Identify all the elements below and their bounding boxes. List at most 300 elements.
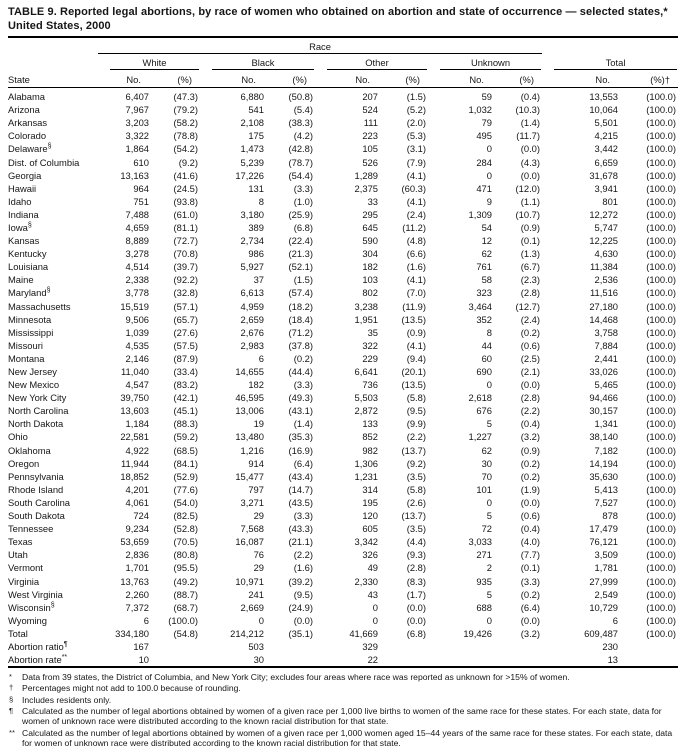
value-cell: (54.8) <box>173 627 198 639</box>
value-cell: 6,659 <box>594 156 619 168</box>
table-row <box>8 417 678 430</box>
column-group-row <box>8 54 678 71</box>
table-row <box>8 522 678 535</box>
value-cell: (18.4) <box>288 313 313 325</box>
state-cell: Ohio <box>8 431 28 443</box>
value-cell: (0.2) <box>293 352 313 364</box>
state-cell: Abortion ratio¶ <box>8 640 68 652</box>
value-cell: 0 <box>258 614 264 626</box>
value-cell: 5,927 <box>240 261 264 273</box>
value-cell: (100.0) <box>646 339 677 351</box>
state-cell: Louisiana <box>8 261 49 273</box>
value-cell: (38.3) <box>288 117 313 129</box>
value-cell: (11.7) <box>516 130 541 142</box>
value-cell: (21.3) <box>288 248 313 260</box>
value-cell: 3,238 <box>354 300 378 312</box>
state-cell: Hawaii <box>8 182 37 194</box>
table-row <box>8 404 678 417</box>
value-cell: (16.9) <box>288 444 313 456</box>
unknown-no-header: No. <box>428 70 496 88</box>
value-cell: 27,999 <box>589 575 619 587</box>
table-row <box>8 509 678 522</box>
value-cell: 10,971 <box>235 575 264 587</box>
value-cell: (0.9) <box>520 221 541 233</box>
table-row <box>8 103 678 116</box>
table-row <box>8 313 678 326</box>
value-cell: 230 <box>602 640 619 652</box>
value-cell: (65.7) <box>173 313 198 325</box>
value-cell: 590 <box>362 235 378 247</box>
value-cell: 19 <box>253 418 264 430</box>
value-cell: (2.2) <box>406 431 426 443</box>
value-cell: 1,309 <box>468 208 492 220</box>
value-cell: 1,701 <box>125 562 149 574</box>
table-row <box>8 640 678 653</box>
state-cell: North Dakota <box>8 418 64 430</box>
table-header <box>8 39 678 88</box>
value-cell: (9.4) <box>406 352 426 364</box>
value-cell: 30,157 <box>589 405 619 417</box>
value-cell: (1.9) <box>520 483 541 495</box>
value-cell: 29 <box>253 562 264 574</box>
value-cell: 1,781 <box>594 562 619 574</box>
state-cell: Georgia <box>8 169 42 181</box>
state-cell: Texas <box>8 536 33 548</box>
value-cell: (100.0) <box>646 483 677 495</box>
value-cell: (100.0) <box>646 431 677 443</box>
value-cell: 70 <box>481 470 492 482</box>
value-cell: (6.7) <box>520 261 541 273</box>
value-cell: 609,487 <box>584 627 619 639</box>
value-cell: 133 <box>362 418 378 430</box>
value-cell: 120 <box>362 510 378 522</box>
value-cell: (100.0) <box>646 379 677 391</box>
value-cell: (100.0) <box>646 313 677 325</box>
value-cell: (57.1) <box>173 300 198 312</box>
value-cell: 3,203 <box>125 117 149 129</box>
value-cell: 13,163 <box>120 169 149 181</box>
value-cell: 3,442 <box>594 143 619 155</box>
value-cell: 6,613 <box>240 287 264 299</box>
value-cell: (21.1) <box>288 536 313 548</box>
value-cell: (13.7) <box>401 510 426 522</box>
sub-header-row <box>8 70 678 88</box>
table-row <box>8 116 678 129</box>
value-cell: (100.0) <box>646 523 677 535</box>
value-cell: (12.7) <box>515 300 541 312</box>
value-cell: 37 <box>253 274 264 286</box>
value-cell: 29 <box>253 510 264 522</box>
value-cell: (57.4) <box>288 287 313 299</box>
value-cell: 0 <box>486 496 492 508</box>
value-cell: (100.0) <box>646 117 677 129</box>
value-cell: (52.1) <box>288 261 313 273</box>
value-cell <box>268 653 315 667</box>
value-cell: (100.0) <box>646 130 677 142</box>
value-cell: (100.0) <box>646 549 677 561</box>
value-cell: 6 <box>143 614 149 626</box>
table-row <box>8 627 678 640</box>
value-cell: 761 <box>476 261 492 273</box>
value-cell: 7,527 <box>594 496 619 508</box>
value-cell: 295 <box>362 208 378 220</box>
state-column-header: State <box>8 70 98 88</box>
value-cell: (54.4) <box>288 169 313 181</box>
total-pct-header: (%)† <box>622 70 678 88</box>
value-cell: (49.2) <box>173 575 198 587</box>
value-cell: 2,330 <box>354 575 378 587</box>
value-cell: (4.1) <box>406 339 426 351</box>
value-cell: (24.5) <box>173 182 198 194</box>
table-row <box>8 601 678 614</box>
value-cell: (100.0) <box>646 91 677 103</box>
value-cell: (5.8) <box>406 483 426 495</box>
value-cell: 12,272 <box>589 208 619 220</box>
value-cell <box>622 640 678 653</box>
value-cell: (0.2) <box>520 470 541 482</box>
value-cell: 4,061 <box>125 496 149 508</box>
value-cell: (6.6) <box>406 248 426 260</box>
value-cell: (100.0) <box>646 444 677 456</box>
value-cell: 878 <box>602 510 619 522</box>
state-cell: Oklahoma <box>8 444 51 456</box>
state-cell: Pennsylvania <box>8 470 64 482</box>
table-row <box>8 614 678 627</box>
state-cell: Minnesota <box>8 313 52 325</box>
value-cell: (2.8) <box>406 562 426 574</box>
value-cell: 4,215 <box>594 130 619 142</box>
table-row <box>8 444 678 457</box>
column-group-other-label: Other <box>327 57 427 70</box>
value-cell: 13,480 <box>235 431 264 443</box>
value-cell: 13,553 <box>589 91 619 103</box>
value-cell: (100.0) <box>646 300 677 312</box>
value-cell: 2,108 <box>240 117 264 129</box>
value-cell <box>382 653 428 667</box>
value-cell: (72.7) <box>173 235 198 247</box>
footnote-text: Includes residents only. <box>22 694 112 705</box>
state-cell: Indiana <box>8 208 39 220</box>
value-cell: (3.3) <box>293 182 313 194</box>
value-cell: 38,140 <box>589 431 619 443</box>
value-cell: 3,509 <box>594 549 619 561</box>
value-cell: 13 <box>607 654 619 666</box>
value-cell: 1,341 <box>594 418 619 430</box>
value-cell: (95.5) <box>173 562 198 574</box>
value-cell: (5.2) <box>406 104 426 116</box>
table-row <box>8 535 678 548</box>
value-cell: 35 <box>367 326 378 338</box>
value-cell: (78.7) <box>288 156 313 168</box>
value-cell: 964 <box>133 182 149 194</box>
table-row <box>8 378 678 391</box>
value-cell: 43 <box>367 588 378 600</box>
value-cell: 223 <box>362 130 378 142</box>
value-cell: 4,630 <box>594 248 619 260</box>
value-cell: (0.6) <box>520 339 541 351</box>
value-cell: (0.0) <box>406 601 426 613</box>
value-cell <box>268 640 315 653</box>
value-cell: 271 <box>476 549 492 561</box>
value-cell: (3.5) <box>406 470 426 482</box>
value-cell: (3.3) <box>520 575 541 587</box>
state-cell: Wyoming <box>8 614 47 626</box>
value-cell: 1,184 <box>125 418 149 430</box>
value-cell: 7,372 <box>125 601 149 613</box>
state-cell: Tennessee <box>8 523 54 535</box>
value-cell: (100.0) <box>646 143 677 155</box>
value-cell: (4.3) <box>520 156 541 168</box>
value-cell: 914 <box>248 457 264 469</box>
value-cell: (100.0) <box>646 182 677 194</box>
value-cell: (100.0) <box>646 496 677 508</box>
value-cell: 3,278 <box>125 248 149 260</box>
value-cell: 329 <box>362 640 378 652</box>
value-cell: (100.0) <box>646 261 677 273</box>
table-row <box>8 195 678 208</box>
value-cell: 0 <box>486 614 492 626</box>
footnote-marker: ¶ <box>63 640 68 648</box>
value-cell: (100.0) <box>646 274 677 286</box>
value-cell: (32.8) <box>173 287 198 299</box>
value-cell: 3,342 <box>354 536 378 548</box>
footnote-symbol: ** <box>9 727 15 737</box>
value-cell: (100.0) <box>646 510 677 522</box>
value-cell: 801 <box>602 195 619 207</box>
value-cell: (4.1) <box>406 195 426 207</box>
state-cell: Colorado <box>8 130 47 142</box>
value-cell: (43.3) <box>288 523 313 535</box>
state-cell: Montana <box>8 352 45 364</box>
value-cell: 0 <box>486 169 492 181</box>
value-cell: (0.9) <box>520 444 541 456</box>
value-cell: 1,216 <box>240 444 264 456</box>
value-cell: 0 <box>486 379 492 391</box>
value-cell <box>153 640 200 653</box>
value-cell: 9,506 <box>125 313 149 325</box>
value-cell: (4.1) <box>406 274 426 286</box>
value-cell: 241 <box>248 588 264 600</box>
value-cell: (100.0) <box>646 235 677 247</box>
value-cell: (100.0) <box>646 562 677 574</box>
value-cell: 0 <box>372 601 378 613</box>
value-cell: 13,603 <box>120 405 149 417</box>
state-cell: Total <box>8 627 28 639</box>
value-cell: (82.5) <box>173 510 198 522</box>
state-cell: New York City <box>8 392 67 404</box>
value-cell: (0.0) <box>520 614 541 626</box>
table-row <box>8 457 678 470</box>
black-no-header: No. <box>200 70 268 88</box>
state-cell: Mississippi <box>8 326 54 338</box>
white-no-header: No. <box>98 70 153 88</box>
state-cell: Alabama <box>8 91 46 103</box>
value-cell: 645 <box>362 221 378 233</box>
value-cell: (9.3) <box>406 549 426 561</box>
state-cell: Vermont <box>8 562 43 574</box>
state-cell: Abortion rate** <box>8 653 68 666</box>
value-cell: (2.8) <box>520 287 541 299</box>
value-cell: 495 <box>476 130 492 142</box>
value-cell: (58.2) <box>173 117 198 129</box>
table-row <box>8 273 678 286</box>
value-cell: (37.8) <box>288 339 313 351</box>
value-cell <box>622 653 678 667</box>
value-cell: (2.6) <box>406 496 426 508</box>
value-cell: (61.0) <box>173 208 198 220</box>
value-cell: (0.0) <box>520 379 541 391</box>
footnote-marker: ** <box>61 653 68 661</box>
value-cell: 2,441 <box>594 352 619 364</box>
value-cell: (100.0) <box>646 614 677 626</box>
value-cell <box>496 640 542 653</box>
value-cell: 4,535 <box>125 339 149 351</box>
spacer-cell <box>8 54 98 71</box>
value-cell: 18,852 <box>120 470 149 482</box>
value-cell: 229 <box>362 352 378 364</box>
value-cell: (54.2) <box>173 143 198 155</box>
value-cell: (43.4) <box>288 470 313 482</box>
value-cell: (35.3) <box>288 431 313 443</box>
value-cell: 62 <box>481 248 492 260</box>
value-cell: 13,006 <box>235 405 264 417</box>
value-cell: (9.5) <box>293 588 313 600</box>
value-cell: (68.5) <box>173 444 198 456</box>
value-cell: 986 <box>248 248 264 260</box>
value-cell: 0 <box>372 614 378 626</box>
value-cell: (1.7) <box>406 588 426 600</box>
table-row <box>8 561 678 574</box>
value-cell: 5,413 <box>594 483 619 495</box>
value-cell: 207 <box>362 91 378 103</box>
value-cell: (2.0) <box>406 117 426 129</box>
value-cell: 314 <box>362 483 378 495</box>
spacer-cell <box>8 39 98 54</box>
value-cell: (100.0) <box>646 326 677 338</box>
value-cell: (77.6) <box>173 483 198 495</box>
value-cell: 6,880 <box>240 91 264 103</box>
value-cell: (4.2) <box>293 130 313 142</box>
value-cell: (0.9) <box>406 326 426 338</box>
value-cell: (100.0) <box>646 352 677 364</box>
value-cell: (6.4) <box>520 601 541 613</box>
value-cell: 35,630 <box>589 470 619 482</box>
value-cell: (0.4) <box>520 91 541 103</box>
value-cell: 9,234 <box>125 523 149 535</box>
state-cell: Kentucky <box>8 248 47 260</box>
value-cell: (88.3) <box>173 418 198 430</box>
footnote-symbol: ¶ <box>9 706 14 716</box>
value-cell: 3,271 <box>240 496 264 508</box>
value-cell: 802 <box>362 287 378 299</box>
value-cell: 334,180 <box>115 627 149 639</box>
value-cell: (57.5) <box>173 339 198 351</box>
value-cell: (0.0) <box>293 614 313 626</box>
value-cell: (50.8) <box>288 91 313 103</box>
value-cell: 5 <box>486 510 492 522</box>
value-cell: (25.9) <box>288 208 313 220</box>
value-cell: (87.9) <box>173 352 198 364</box>
table-row <box>8 352 678 365</box>
table-row <box>8 247 678 260</box>
value-cell: (0.6) <box>520 510 541 522</box>
value-cell: (68.7) <box>173 601 198 613</box>
value-cell: (42.8) <box>288 143 313 155</box>
value-cell: (42.1) <box>173 392 198 404</box>
value-cell: 2,536 <box>594 274 619 286</box>
value-cell: (35.1) <box>288 627 313 639</box>
value-cell: (71.2) <box>288 326 313 338</box>
value-cell: 3,778 <box>125 287 149 299</box>
footnote-marker: § <box>47 143 52 151</box>
value-cell: (12.0) <box>515 182 541 194</box>
value-cell: 6 <box>612 614 619 626</box>
value-cell: 7,182 <box>594 444 619 456</box>
value-cell: (59.2) <box>173 431 198 443</box>
value-cell: (100.0) <box>646 195 677 207</box>
value-cell: 10,064 <box>589 104 619 116</box>
value-cell: 2,669 <box>240 601 264 613</box>
value-cell: 676 <box>476 405 492 417</box>
state-cell: Missouri <box>8 339 43 351</box>
value-cell: 610 <box>133 156 149 168</box>
value-cell: 1,306 <box>354 457 378 469</box>
value-cell: 1,231 <box>354 470 378 482</box>
value-cell: (39.2) <box>288 575 313 587</box>
value-cell: (1.0) <box>293 195 313 207</box>
value-cell: (9.2) <box>406 457 426 469</box>
value-cell: 72 <box>481 523 492 535</box>
value-cell: 605 <box>362 523 378 535</box>
state-cell: Wisconsin§ <box>8 601 55 613</box>
value-cell <box>496 653 542 667</box>
value-cell <box>428 653 496 667</box>
value-cell: 10 <box>138 654 149 666</box>
value-cell: (2.1) <box>520 366 541 378</box>
value-cell: 76 <box>253 549 264 561</box>
value-cell: 7,884 <box>594 339 619 351</box>
value-cell: 3,180 <box>240 208 264 220</box>
value-cell: 9 <box>486 195 492 207</box>
value-cell: (33.4) <box>173 366 198 378</box>
spacer-cell <box>542 39 678 54</box>
abortions-by-race-table <box>8 39 678 668</box>
value-cell: (6.4) <box>293 457 313 469</box>
value-cell: 46,595 <box>235 392 264 404</box>
value-cell: 471 <box>476 182 492 194</box>
value-cell: (5.8) <box>406 392 426 404</box>
value-cell: 1,951 <box>354 313 378 325</box>
value-cell: (27.6) <box>173 326 198 338</box>
value-cell: (7.9) <box>406 156 426 168</box>
footnote <box>8 672 680 682</box>
value-cell: 2 <box>486 562 492 574</box>
value-cell: 724 <box>133 510 149 522</box>
value-cell: (54.0) <box>173 496 198 508</box>
table-row <box>8 155 678 168</box>
value-cell: (70.5) <box>173 536 198 548</box>
value-cell: (4.8) <box>406 235 426 247</box>
table-row <box>8 88 678 104</box>
value-cell: (13.7) <box>401 444 426 456</box>
table-row <box>8 653 678 667</box>
value-cell: 62 <box>481 444 492 456</box>
value-cell: (0.4) <box>520 523 541 535</box>
value-cell: 751 <box>133 195 149 207</box>
value-cell: 3,464 <box>468 300 492 312</box>
value-cell <box>153 653 200 667</box>
column-group-white-label: White <box>110 57 199 70</box>
